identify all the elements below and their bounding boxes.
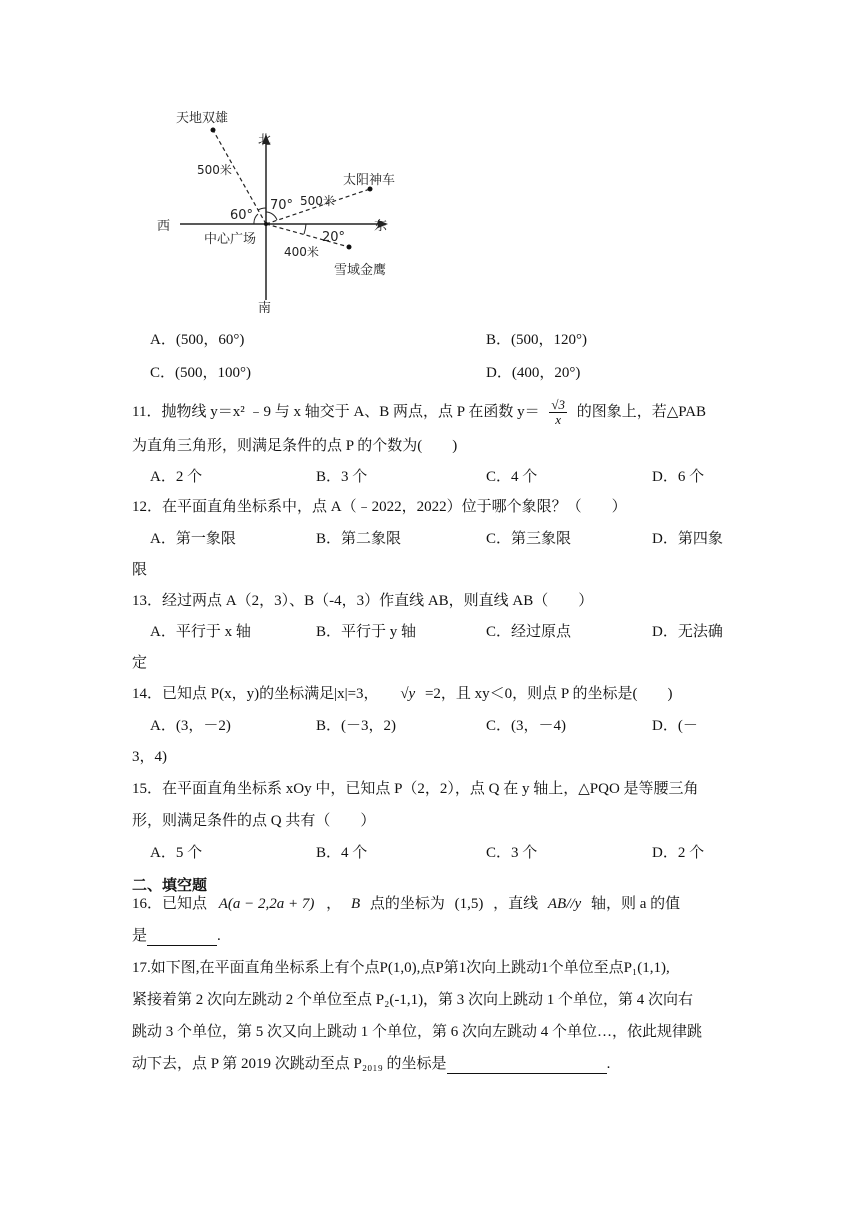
q14-option-d: D．(－: [652, 718, 698, 734]
q13-option-c: C．经过原点: [486, 624, 572, 640]
q16-text-e: 点的坐标为: [369, 896, 445, 912]
q17-text-l4a: 动下去，点 P 第 2019 次跳动至点 P₂₀₁₉ 的坐标是: [132, 1056, 447, 1072]
q17-line1: 17.如下图,在平面直角坐标系上有个点P(1,0),点P第1次向上跳动1个单位至点P₁(1,1),: [132, 960, 670, 976]
south-label: 南: [258, 301, 272, 316]
q14-option-b: B．(－3，2): [316, 718, 396, 734]
q10-option-a: A．(500，60°): [150, 332, 245, 348]
q12-option-d: D．第四象: [652, 531, 723, 547]
q14-option-c: C．(3，－4): [486, 718, 566, 734]
q13-option-d: D．无法确: [652, 624, 723, 640]
west-label: 西: [157, 219, 171, 234]
q16-text-c: ，: [326, 896, 342, 912]
q13-option-a: A．平行于 x 轴: [150, 624, 251, 640]
dist-400: 400米: [284, 245, 319, 259]
angle-70: 70°: [270, 198, 294, 213]
q13-option-d-wrap: 定: [132, 655, 148, 671]
q17-answer-blank[interactable]: [447, 1057, 607, 1074]
q16-text-i: 轴，则 a 的值: [590, 896, 681, 912]
q12-option-a: A．第一象限: [150, 531, 236, 547]
q11-line1: [132, 397, 707, 427]
q11-option-b: B．3 个: [316, 469, 368, 485]
q16-text-l2a: 是: [132, 928, 148, 944]
q12-option-c: C．第三象限: [486, 531, 572, 547]
q12-stem: 12．在平面直角坐标系中，点 A（﹣2022，2022）位于哪个象限？（ ）: [132, 499, 627, 515]
tiandi-label: 天地双雄: [176, 111, 229, 126]
q12-option-d-wrap: 限: [132, 562, 148, 578]
q11-option-d: D．6 个: [652, 469, 705, 485]
q11-frac-den: x: [555, 412, 562, 427]
q16-text-g: ，直线: [493, 896, 539, 912]
q12-option-b: B．第二象限: [316, 531, 402, 547]
taiyang-label: 太阳神车: [343, 173, 396, 188]
q11-frac-num: √3: [551, 397, 565, 412]
q14-text-c: =2，且 xy＜0，则点 P 的坐标是( ): [424, 686, 673, 702]
q16-text-l2b: .: [217, 928, 221, 944]
q14-sqrt-y: √y: [400, 686, 416, 702]
q14-text-a: 14．已知点 P(x，y)的坐标满足|x|=3，: [132, 686, 379, 702]
q15-line2: 形，则满足条件的点 Q 共有（ ）: [132, 813, 376, 829]
q11-text-a: 11．抛物线 y＝x² ﹣9 与 x 轴交于 A、B 两点，点 P 在函数 y＝: [132, 403, 540, 420]
q17-line4: [132, 1054, 610, 1074]
center-label: 中心广场: [204, 232, 257, 247]
xueyu-label: 雪域金鹰: [334, 263, 387, 278]
q11-option-c: C．4 个: [486, 469, 538, 485]
direction-figure: [150, 100, 400, 320]
dist-500-b: 500米: [300, 194, 335, 208]
q13-stem: 13．经过两点 A（2，3）、B（-4，3）作直线 AB，则直线 AB（ ）: [132, 593, 594, 609]
q17-text-l4b: .: [606, 1056, 611, 1072]
q15-line1: 15．在平面直角坐标系 xOy 中，已知点 P（2，2），点 Q 在 y 轴上，△PQO 是等腰三角: [132, 781, 699, 797]
q16-line-ab: AB//y: [547, 896, 582, 912]
q15-option-a: A．5 个: [150, 845, 203, 861]
q17-line3: 跳动 3 个单位，第 5 次又向上跳动 1 个单位，第 6 次向左跳动 4 个单位…，依此规律跳: [132, 1024, 703, 1040]
q15-option-c: C．3 个: [486, 845, 538, 861]
q16-text-a: 16．已知点: [132, 896, 208, 912]
q14-option-d-wrap: 3，4): [132, 749, 167, 765]
dist-500-a: 500米: [197, 163, 232, 177]
q14-stem: [132, 684, 672, 704]
q14-option-a: A．(3，－2): [150, 718, 231, 734]
north-label: 北: [258, 133, 272, 148]
q11-text-b: 的图象上，若△PAB: [576, 403, 707, 420]
q10-option-c: C．(500，100°): [150, 365, 251, 381]
q11-line2: 为直角三角形，则满足条件的点 P 的个数为( ): [132, 438, 458, 454]
q11-option-a: A．2 个: [150, 469, 203, 485]
q15-option-d: D．2 个: [652, 845, 705, 861]
q15-option-b: B．4 个: [316, 845, 368, 861]
q16-line1: [132, 894, 680, 914]
east-label: 东: [374, 219, 388, 234]
angle-60: 60°: [230, 208, 254, 223]
angle-20: 20°: [322, 230, 346, 245]
q16-line2: [132, 926, 221, 946]
q16-coord: (1,5): [454, 896, 484, 912]
q10-option-b: B．(500，120°): [486, 332, 587, 348]
q13-option-b: B．平行于 y 轴: [316, 624, 417, 640]
section-heading: 二、填空题: [132, 876, 208, 894]
q17-line2: 紧接着第 2 次向左跳动 2 个单位至点 P₂(-1,1)，第 3 次向上跳动 1 个单位，第 4 次向右: [132, 992, 694, 1008]
q16-point-a: A(a − 2,2a + 7): [218, 896, 315, 912]
q16-answer-blank[interactable]: [147, 929, 217, 946]
q11-fraction: [549, 398, 567, 427]
q16-point-b: B: [350, 896, 361, 912]
q10-option-d: D．(400，20°): [486, 365, 581, 381]
